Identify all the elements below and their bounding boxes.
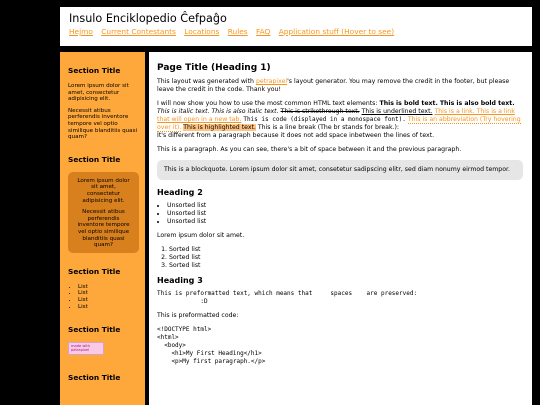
bold-text: This is bold text.	[379, 100, 438, 107]
code-text: This is code (displayed in a monospace font).	[243, 116, 406, 123]
sidebar-list-item: • List	[78, 284, 139, 291]
site-title: Insulo Enciklopedio Ĉefpaĝo	[69, 12, 227, 25]
nav-link-locations[interactable]: Locations	[184, 27, 220, 36]
heading-3: Heading 3	[157, 276, 203, 285]
highlighted-text: This is highlighted text.	[183, 124, 256, 131]
petrapixel-link[interactable]: petrapixel	[255, 78, 288, 85]
sidebar-list	[68, 284, 139, 311]
nav-link-current-contestants[interactable]: Current Contestants	[101, 27, 176, 36]
elements-paragraph	[157, 100, 523, 140]
paragraph: This is a paragraph. As you can see, there's a bit of space between it and the previous paragraph.	[157, 146, 462, 153]
line-break-text: It's different from a paragraph because it does not add space inbetween the lines of text.	[157, 132, 435, 139]
page-title: Page Title (Heading 1)	[157, 63, 271, 73]
nav-link-application-stuff[interactable]: Application stuff (Hover to see)	[278, 27, 395, 36]
preformatted-code: <!DOCTYPE html> <html> <body> <h1>My First Heading</h1> <p>My first paragraph.</p>	[157, 326, 266, 365]
heading-2: Heading 2	[157, 188, 203, 197]
paragraph: This is preformatted code:	[157, 312, 239, 319]
italic-text: This is also italic text.	[211, 108, 279, 115]
list-item: 1. Sorted list	[169, 246, 523, 254]
sidebar-paragraph: Necessit atibus perferendis inventore tempore vel optio similique blanditiis quasi quam?	[68, 107, 138, 141]
badge-line: petrapixel	[71, 348, 90, 353]
sidebar-box-paragraph: Lorem ipsum dolor sit amet, consectetur adipisicing elit.	[77, 177, 130, 204]
list-item: 2. Sorted list	[169, 254, 523, 262]
site-header	[60, 7, 532, 46]
list-item: • Unsorted list	[167, 218, 523, 226]
intro-paragraph	[157, 78, 523, 94]
sidebar-box	[68, 172, 139, 253]
top-nav	[69, 27, 523, 37]
sidebar	[60, 52, 145, 405]
unsorted-list	[157, 202, 523, 226]
sidebar-paragraph: Lorem ipsum dolor sit amet, consectetur adipisicing elit.	[68, 83, 129, 103]
abbreviation-text[interactable]: This is an abbreviation (Try hovering over it).	[157, 116, 521, 131]
sidebar-section-title: Section Title	[68, 324, 121, 334]
sidebar-section-title: Section Title	[68, 66, 121, 75]
intro-text: 's layout generator. You may remove the credit in the footer, but please leave the credit in the code. Thank you!	[157, 78, 510, 93]
sorted-list	[157, 246, 523, 270]
sidebar-section-title: Section Title	[68, 372, 121, 382]
paragraph: Lorem ipsum dolor sit amet.	[157, 232, 245, 239]
list-item: • Unsorted list	[167, 210, 523, 218]
list-item: 3. Sorted list	[169, 262, 523, 270]
badge-line: made with	[71, 343, 90, 348]
strikethrough-text: This is strikethrough text.	[280, 108, 360, 115]
line-break-text: This is a line break (The br stands for break.):	[257, 124, 400, 131]
nav-link-faq[interactable]: FAQ	[256, 27, 271, 36]
elements-intro: I will now show you how to use the most common HTML text elements:	[157, 100, 380, 107]
main-content	[149, 52, 532, 405]
nav-link-hejmo[interactable]: Hejmo	[69, 27, 93, 36]
blockquote: This is a blockquote. Lorem ipsum dolor sit amet, consetetur sadipscing elitr, sed diam nonumy eirmod tempor.	[157, 160, 523, 180]
sidebar-list-item: • List	[78, 297, 139, 304]
preformatted-text: This is preformatted text, which means that spaces are preserved: :D	[157, 290, 418, 305]
petrapixel-badge[interactable]	[68, 342, 104, 355]
list-item: • Unsorted list	[167, 202, 523, 210]
sidebar-list-item: • List	[78, 304, 139, 311]
bold-text: This is also bold text.	[439, 100, 515, 107]
intro-text: This layout was generated with	[157, 78, 256, 85]
nav-link-rules[interactable]: Rules	[227, 27, 248, 36]
italic-text: This is italic text.	[157, 108, 210, 115]
example-link[interactable]: This is a link. This is a link that will open in a new tab.	[157, 108, 515, 123]
sidebar-section-title: Section Title	[68, 154, 121, 164]
sidebar-section-title: Section Title	[68, 266, 121, 276]
sidebar-list-item: • List	[78, 290, 139, 297]
underlined-text: This is underlined text.	[361, 108, 433, 115]
sidebar-box-paragraph: Necessit atibus perferendis inventore tempore vel optio similique blanditiis quasi quam?	[77, 209, 130, 249]
